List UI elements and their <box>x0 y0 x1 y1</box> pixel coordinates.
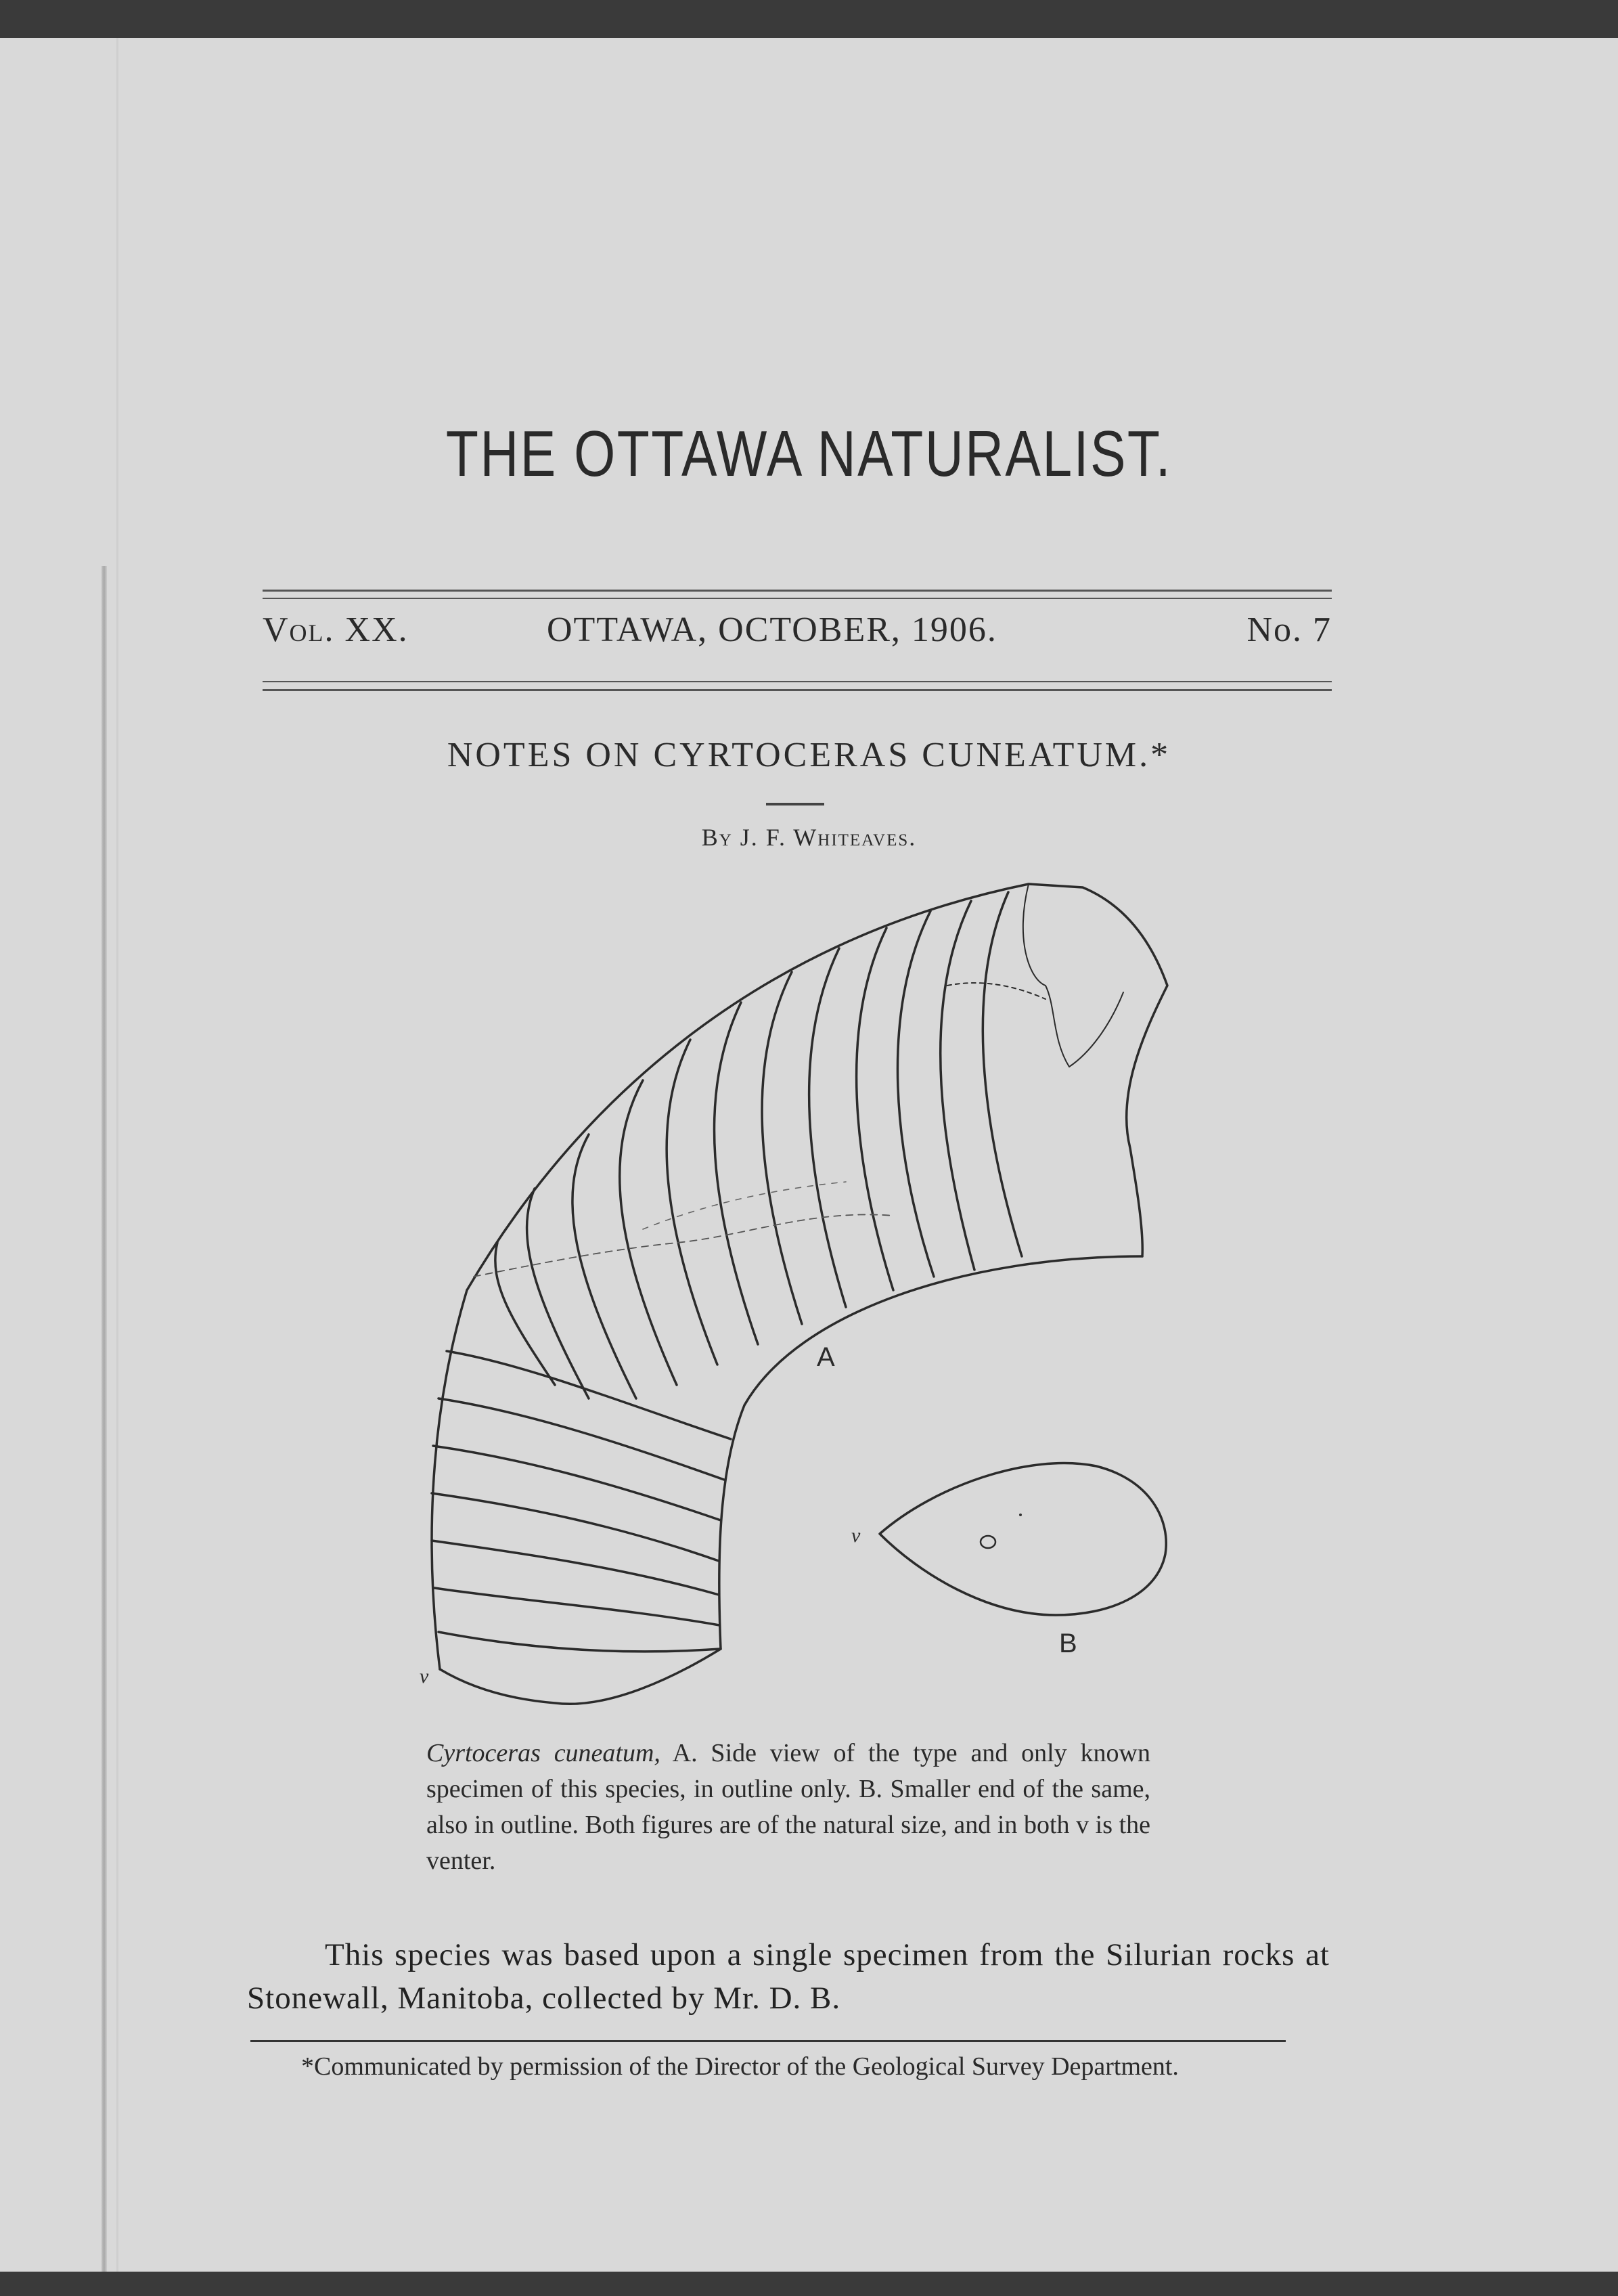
caption-species-name: Cyrtoceras cuneatum, <box>426 1739 660 1767</box>
figure-label-b: B <box>1059 1629 1077 1658</box>
fossil-outline-bottom-end <box>440 1649 721 1704</box>
article-byline: By J. F. Whiteaves. <box>701 824 917 851</box>
masthead-top-rule-thin <box>263 598 1332 599</box>
cross-section-outline <box>880 1463 1166 1615</box>
masthead-bottom-rule-thin <box>263 681 1332 682</box>
body-paragraph: This species was based upon a single specimen from the Silurian rocks at Stonewall, Manitoba, collected by Mr. D. B. <box>247 1937 1330 2016</box>
fossil-outline-left <box>432 1290 467 1669</box>
page-spine-shadow <box>102 566 107 2272</box>
footnote: *Communicated by permission of the Director of the Geological Survey Department. <box>301 2052 1179 2081</box>
figure-label-a: A <box>817 1342 835 1372</box>
fossil-outline-inner <box>719 1256 1142 1649</box>
issue-number: No. 7 <box>1246 611 1332 649</box>
fossil-illustration <box>379 864 1191 1730</box>
siphuncle-mark <box>981 1536 995 1548</box>
fossil-outline-outer <box>467 884 1167 1290</box>
page-binding-edge <box>116 38 118 2272</box>
fossil-tip-notch <box>1023 884 1123 1067</box>
journal-title: THE OTTAWA NATURALIST. <box>445 418 1173 490</box>
title-separator <box>766 803 824 805</box>
caption-text: A. Side view of the type and only known specimen of this species, in outline only. B. Smaller end of the same, also in outline. Both figures are of the natural size, and in both v is the venter. <box>426 1739 1151 1875</box>
journal-page <box>0 38 1618 2272</box>
masthead-top-rule <box>263 590 1332 592</box>
masthead <box>263 610 1332 664</box>
masthead-bottom-rule <box>263 689 1332 691</box>
article-title: NOTES ON CYRTOCERAS CUNEATUM.* <box>447 736 1171 774</box>
venter-label-side: v <box>420 1665 429 1687</box>
footnote-rule <box>250 2040 1286 2042</box>
volume-label: Vol. XX. <box>263 611 409 649</box>
issue-date: OTTAWA, OCTOBER, 1906. <box>547 611 997 649</box>
venter-label-section: v <box>851 1524 861 1547</box>
figure-caption <box>426 1736 1150 1879</box>
